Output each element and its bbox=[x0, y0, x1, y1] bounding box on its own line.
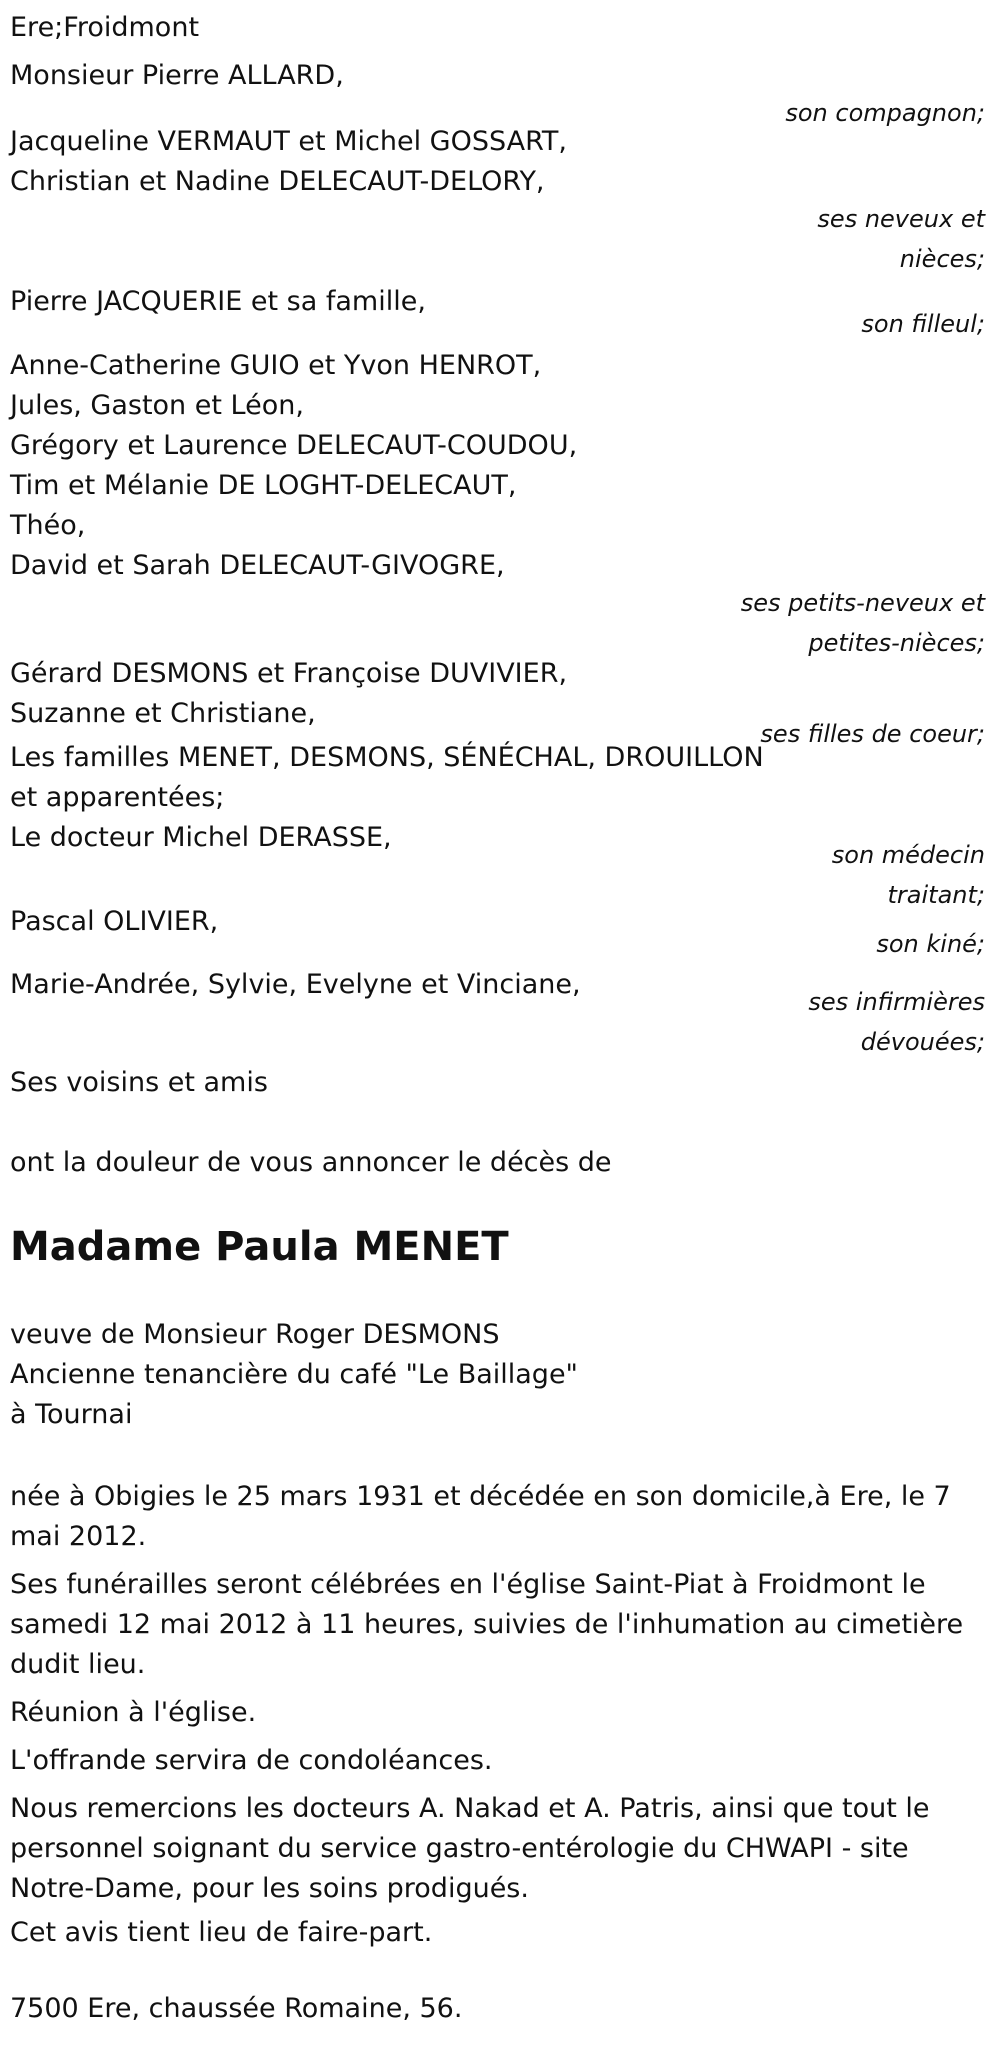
mourner-group bbox=[10, 346, 985, 662]
relationship-line: ses filles de coeur; bbox=[760, 720, 985, 748]
relationship-label bbox=[655, 583, 985, 663]
mourner-line: Tim et Mélanie DE LOGHT-DELECAUT, bbox=[10, 470, 517, 501]
mourner-line: David et Sarah DELECAUT-GIVOGRE, bbox=[10, 550, 505, 581]
obituary-notice bbox=[10, 8, 985, 2029]
location-header: Ere;Froidmont bbox=[10, 12, 200, 43]
mourner-line: Suzanne et Christiane, bbox=[10, 698, 316, 729]
relationship-label bbox=[655, 199, 985, 279]
offering-paragraph: L'offrande servira de condoléances. bbox=[10, 1745, 493, 1776]
relationship-line: son filleul; bbox=[861, 310, 985, 338]
relationship-line: son médecin bbox=[831, 841, 985, 869]
relationship-line: traitant; bbox=[887, 881, 985, 909]
detail-line: Ancienne tenancière du café "Le Baillage" bbox=[10, 1359, 578, 1390]
notice-paragraph: Cet avis tient lieu de faire-part. bbox=[10, 1917, 433, 1948]
mourner-line: Christian et Nadine DELECAUT-DELORY, bbox=[10, 166, 545, 197]
relationship-line: dévouées; bbox=[860, 1028, 985, 1056]
neighbors-line: Ses voisins et amis bbox=[10, 1067, 268, 1098]
relationship-line: son compagnon; bbox=[785, 99, 985, 127]
mourner-group bbox=[10, 282, 985, 352]
mourner-line: Jacqueline VERMAUT et Michel GOSSART, bbox=[10, 126, 567, 157]
gathering-paragraph: Réunion à l'église. bbox=[10, 1697, 257, 1728]
relationship-label bbox=[655, 304, 985, 344]
mourner-line: Marie-Andrée, Sylvie, Evelyne et Vinciane, bbox=[10, 969, 581, 1000]
relationship-label bbox=[655, 924, 985, 964]
mourner-line: Grégory et Laurence DELECAUT-COUDOU, bbox=[10, 430, 578, 461]
mourner-group bbox=[10, 654, 985, 748]
relationship-line: son kiné; bbox=[876, 930, 985, 958]
mourner-line: Théo, bbox=[10, 510, 86, 541]
mourner-line: Anne-Catherine GUIO et Yvon HENROT, bbox=[10, 350, 542, 381]
mourner-line: et apparentées; bbox=[10, 782, 225, 813]
funeral-paragraph: Ses funérailles seront célébrées en l'église Saint-Piat à Froidmont le samedi 12 mai 2012 à 11 heures, suivies de l'inhumation au cimetière dudit lieu. bbox=[10, 1569, 964, 1680]
detail-line: veuve de Monsieur Roger DESMONS bbox=[10, 1319, 500, 1350]
relationship-line: ses infirmières bbox=[808, 988, 985, 1016]
birth-death-paragraph: née à Obigies le 25 mars 1931 et décédée en son domicile,à Ere, le 7 mai 2012. bbox=[10, 1481, 951, 1552]
mourner-group bbox=[10, 738, 985, 918]
address-line: 7500 Ere, chaussée Romaine, 56. bbox=[10, 1993, 463, 2024]
relationship-label bbox=[655, 982, 985, 1062]
relationship-line: ses neveux et bbox=[817, 205, 985, 233]
mourner-line: Les familles MENET, DESMONS, SÉNÉCHAL, DROUILLON bbox=[10, 742, 764, 773]
mourner-line: Gérard DESMONS et Françoise DUVIVIER, bbox=[10, 658, 568, 689]
announcement-line: ont la douleur de vous annoncer le décès de bbox=[10, 1147, 612, 1178]
mourner-line: Jules, Gaston et Léon, bbox=[10, 390, 304, 421]
thanks-paragraph: Nous remercions les docteurs A. Nakad et A. Patris, ainsi que tout le personnel soignant du service gastro-entérologie du CHWAPI - site Notre-Dame, pour les soins prodigués. bbox=[10, 1793, 930, 1904]
detail-line: à Tournai bbox=[10, 1399, 133, 1430]
relationship-line: petites-nièces; bbox=[808, 629, 985, 657]
mourner-line: Monsieur Pierre ALLARD, bbox=[10, 60, 344, 91]
mourner-group bbox=[10, 965, 985, 1061]
relationship-line: nièces; bbox=[899, 245, 985, 273]
deceased-details bbox=[10, 1315, 985, 1435]
mourner-group bbox=[10, 902, 985, 968]
mourner-line: Pascal OLIVIER, bbox=[10, 906, 219, 937]
mourner-line: Le docteur Michel DERASSE, bbox=[10, 822, 392, 853]
mourner-line: Pierre JACQUERIE et sa famille, bbox=[10, 286, 426, 317]
deceased-name: Madame Paula MENET bbox=[10, 1224, 509, 1270]
mourner-group bbox=[10, 122, 985, 273]
relationship-line: ses petits-neveux et bbox=[740, 589, 985, 617]
